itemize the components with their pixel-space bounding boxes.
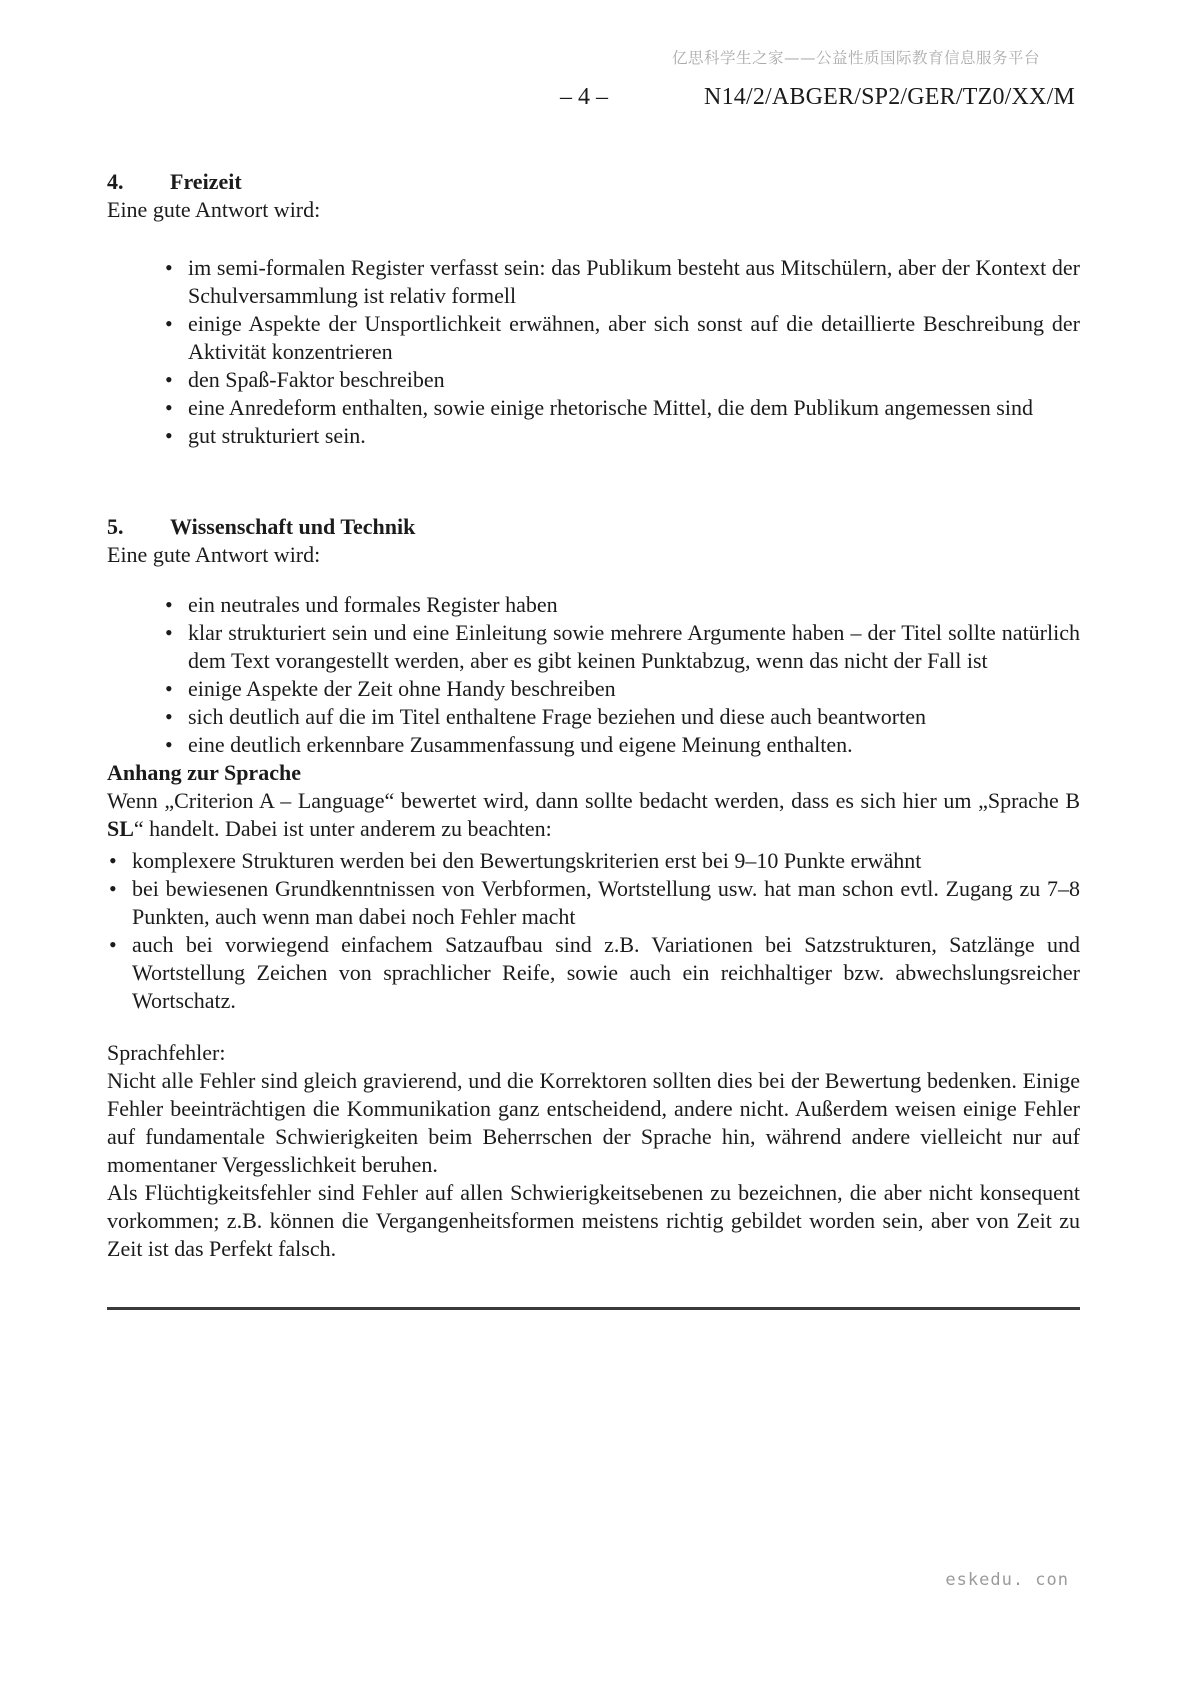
list-item: • eine deutlich erkennbare Zusammenfassung und eigene Meinung enthalten. <box>163 731 1080 759</box>
footer-rule <box>107 1307 1080 1310</box>
fluechtigkeitsfehler-paragraph: Als Flüchtigkeitsfehler sind Fehler auf allen Schwierigkeitsebenen zu bezeichnen, die aber nicht konsequent vorkommen; z.B. können die Vergangenheitsformen meistens richtig gebildet worden sein, aber von Zeit zu Zeit ist das Perfekt falsch. <box>107 1180 1080 1261</box>
sprachfehler-text: Nicht alle Fehler sind gleich gravierend, und die Korrektoren sollten dies bei der Bewertung bedenken. Einige Fehler beeinträchtigen die Kommunikation ganz entscheidend, andere nicht. Außerdem weisen einige Fehler auf fundamentale Schwierigkeiten beim Beherrschen der Sprache hin, während andere vielleicht nur auf momentaner Vergesslichkeit beruhen. <box>107 1068 1080 1177</box>
list-item: • auch bei vorwiegend einfachem Satzaufbau sind z.B. Variationen bei Satzstrukturen, Satzlänge und Wortstellung Zeichen von sprachlicher Reife, sowie auch ein reichhaltiger bzw. abwechslungsreicher Wortschatz. <box>107 931 1080 1015</box>
footer-watermark: eskedu. con <box>945 1570 1069 1590</box>
appendix-bullet-list <box>107 847 1080 1015</box>
appendix-intro-text: “ handelt. Dabei ist unter anderem zu beachten: <box>133 816 552 841</box>
list-item: • sich deutlich auf die im Titel enthaltene Frage beziehen und diese auch beantworten <box>163 703 1080 731</box>
appendix-intro-bold: SL <box>107 816 134 841</box>
section-4-title: Freizeit <box>170 169 242 194</box>
appendix-intro-text: Wenn „Criterion A – Language“ bewertet wird, dann sollte bedacht werden, dass es sich hier um „Sprache B <box>107 788 1080 813</box>
list-item: • einige Aspekte der Unsportlichkeit erwähnen, aber sich sonst auf die detaillierte Beschreibung der Aktivität konzentrieren <box>163 310 1080 366</box>
section-4-intro: Eine gute Antwort wird: <box>107 197 321 222</box>
section-5-number: 5. <box>107 514 124 539</box>
list-item: • bei bewiesenen Grundkenntnissen von Verbformen, Wortstellung usw. hat man schon evtl. Zugang zu 7–8 Punkten, auch wenn man dabei noch Fehler macht <box>107 875 1080 931</box>
list-item: • ein neutrales und formales Register haben <box>163 591 1080 619</box>
page-number: – 4 – <box>560 84 608 110</box>
section-4-bullet-list <box>163 254 1080 450</box>
section-5-intro: Eine gute Antwort wird: <box>107 542 321 567</box>
section-5-bullet-list <box>163 591 1080 759</box>
list-item: • im semi-formalen Register verfasst sein: das Publikum besteht aus Mitschülern, aber der Kontext der Schulversammlung ist relativ formell <box>163 254 1080 310</box>
document-body <box>107 0 1080 1310</box>
exam-code: N14/2/ABGER/SP2/GER/TZ0/XX/M <box>704 84 1075 110</box>
section-5-heading <box>107 513 1080 541</box>
list-item: • klar strukturiert sein und eine Einleitung sowie mehrere Argumente haben – der Titel sollte natürlich dem Text vorangestellt werden, aber es gibt keinen Punktabzug, wenn das nicht der Fall ist <box>163 619 1080 675</box>
list-item: • gut strukturiert sein. <box>163 422 1080 450</box>
appendix-intro <box>107 787 1080 843</box>
list-item: • eine Anredeform enthalten, sowie einige rhetorische Mittel, die dem Publikum angemessen sind <box>163 394 1080 422</box>
section-5-title: Wissenschaft und Technik <box>170 514 416 539</box>
list-item: • einige Aspekte der Zeit ohne Handy beschreiben <box>163 675 1080 703</box>
appendix-title: Anhang zur Sprache <box>107 760 301 785</box>
header-watermark: 亿思科学生之家——公益性质国际教育信息服务平台 <box>672 49 1041 67</box>
sprachfehler-label: Sprachfehler: <box>107 1040 226 1065</box>
section-4-heading <box>107 168 1080 196</box>
sprachfehler-block <box>107 1039 1080 1179</box>
section-4-number: 4. <box>107 169 124 194</box>
list-item: • komplexere Strukturen werden bei den Bewertungskriterien erst bei 9–10 Punkte erwähnt <box>107 847 1080 875</box>
list-item: • den Spaß-Faktor beschreiben <box>163 366 1080 394</box>
